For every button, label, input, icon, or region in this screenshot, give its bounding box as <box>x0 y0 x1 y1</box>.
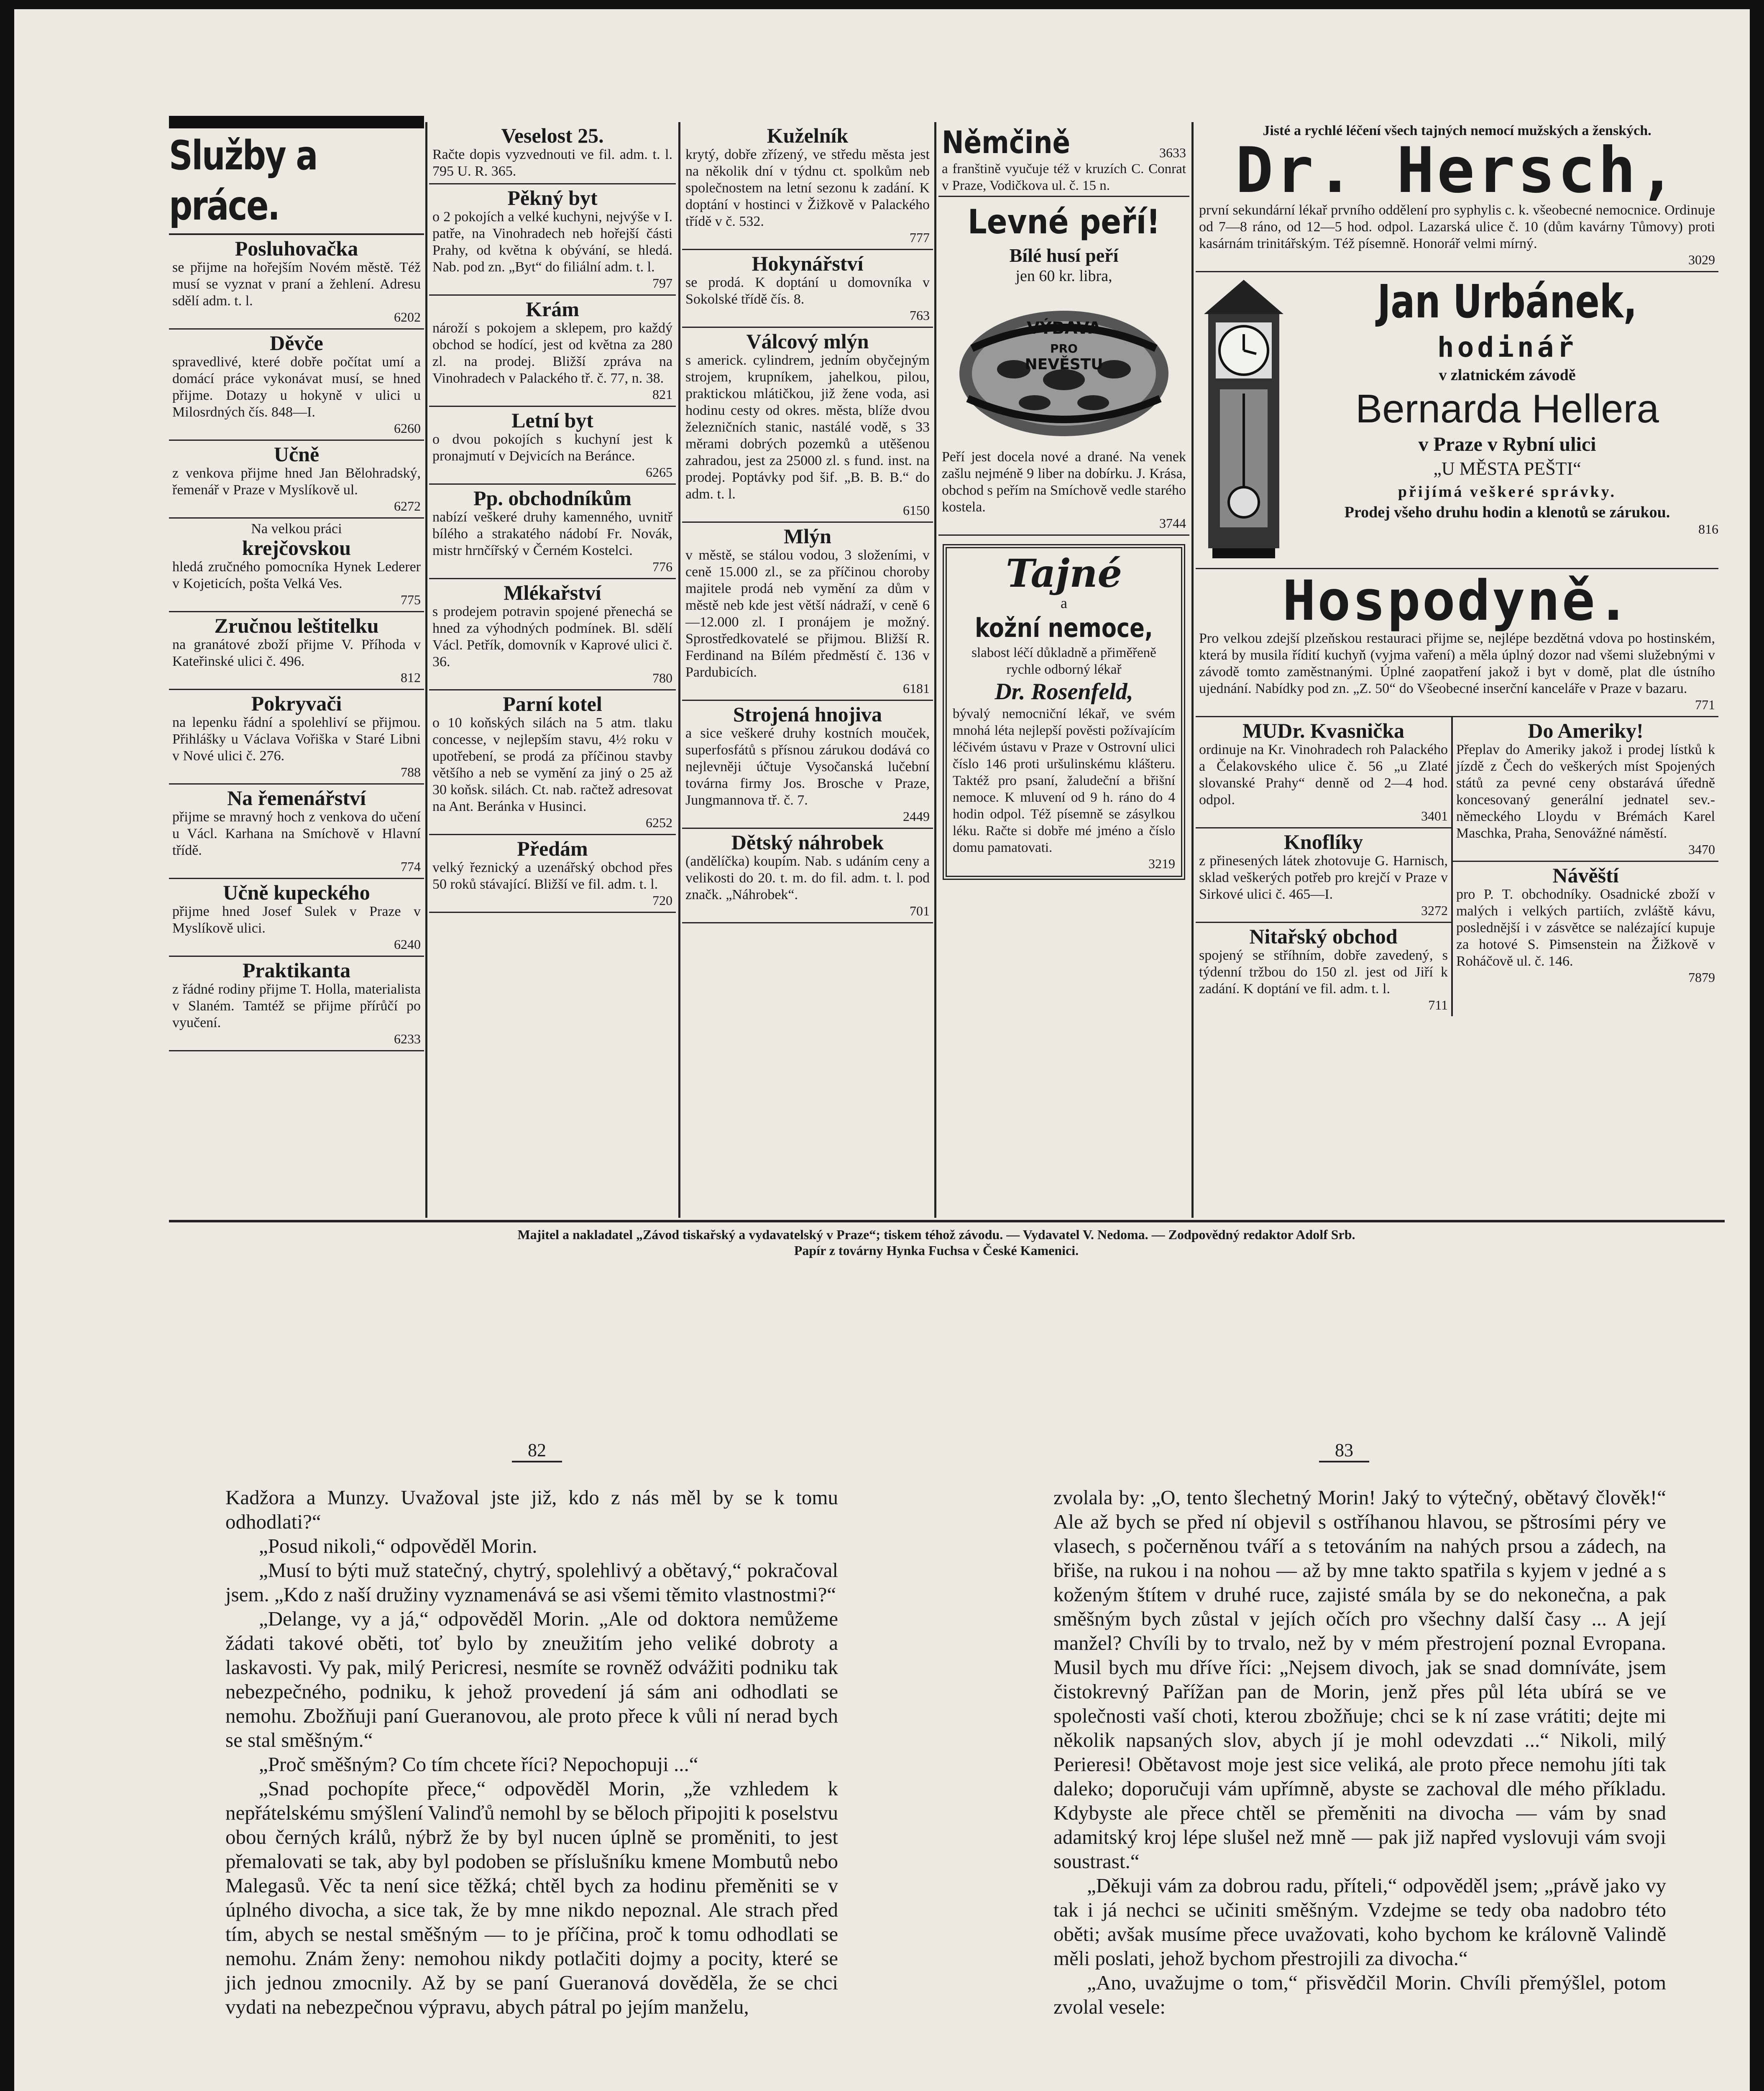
ad-number: 2449 <box>903 809 930 824</box>
imprint-line: Majitel a nakladatel „Závod tiskařský a vydavatelský v Praze“; tiskem téhož závodu. — Vydavatel V. Nedoma. — Zodpovědný redaktor Adolf Srb. <box>517 1227 1355 1242</box>
ad-number: 3470 <box>1688 842 1715 857</box>
ad-title: Děvče <box>270 331 323 355</box>
ad-number: 776 <box>652 559 672 574</box>
classified-ad <box>169 957 424 1051</box>
ad-intro: Jisté a rychlé léčení všech tajných nemocí mužských a ženských. <box>1263 123 1652 138</box>
ad-title: Parní kotel <box>503 692 602 716</box>
section-title: Služby a práce. <box>169 132 317 229</box>
ad-text: na lepenku řádní a spolehliví se přijmou. Přihlášky u Václava Vořiška v Staré Libni v Nové ulici č. 276. <box>172 715 421 764</box>
ad-urbanek <box>1196 272 1718 569</box>
ad-text: pro P. T. obchodníky. Osadnické zboží v malých i velkých partiích, zvláště kávu, poslednější i v zásvětce se nalézající kupuje za hotové S. Pimsenstein na Žižkově v Roháčově ul. č. 146. <box>1456 887 1715 969</box>
ad-number: 720 <box>652 893 672 908</box>
bag-label: NEVĚSTU <box>1025 356 1103 373</box>
ad-number: 797 <box>652 276 672 291</box>
classified-ad <box>169 879 424 957</box>
ad-number: 3744 <box>1159 516 1186 531</box>
ad-number: 7879 <box>1688 970 1715 985</box>
newspaper-sheet <box>14 9 1750 2091</box>
ad-title: Krám <box>526 297 579 321</box>
ad-title: Dr. Hersch, <box>1235 134 1679 207</box>
classified-ad <box>169 235 424 330</box>
bag-label: VÝBAVA <box>1027 319 1101 338</box>
ad-number: 6202 <box>394 309 421 325</box>
ad-doctor: Dr. Rosenfeld, <box>994 679 1133 705</box>
ad-text: Račte dopis vyzvednouti ve fil. adm. t. l. 795 U. R. 365. <box>432 147 672 179</box>
classified-ad <box>429 835 676 913</box>
classified-ad <box>429 407 676 485</box>
ad-connector: a <box>1061 595 1067 611</box>
ad-role: hodinář <box>1437 331 1577 363</box>
ad-repairs: přijímá veškeré správky. <box>1398 483 1617 501</box>
ad-subtitle: Bílé husí peří <box>1009 245 1119 266</box>
ad-text: z venkova přijme hned Jan Bělohradský, řemenář v Praze v Myslíkově ul. <box>172 465 421 498</box>
ad-number: 6260 <box>394 421 421 436</box>
ad-title: Pp. obchodníkům <box>473 486 631 510</box>
classified-ad <box>682 122 933 250</box>
ad-number: 771 <box>1695 697 1715 712</box>
ad-text: bývalý nemocniční lékař, ve svém mnohá léta nejlepší pověsti požívajícím léčivém ústavu v Praze v Ostrovní ulici číslo 146 proti uršulinskému klášteru. Taktéž pro psaní, žaludeční a břišní nemoce. K mluvení od 9 h. ráno do 4 hodin odpol. Též písemně se zásylkou léku. Račte si dobře mé jméno a číslo domu pamatovati. <box>953 706 1175 855</box>
ad-hospodyne <box>1196 569 1718 717</box>
ad-title: Hokynářství <box>752 252 864 275</box>
classified-ad <box>169 785 424 879</box>
paragraph: „Posud nikoli,“ odpověděl Morin. <box>259 1534 537 1557</box>
ad-title: Veselost 25. <box>501 124 604 147</box>
ad-number: 816 <box>1698 521 1718 537</box>
ad-title: Předám <box>517 837 588 860</box>
ad-number: 711 <box>1428 997 1448 1012</box>
column-1 <box>169 130 424 1205</box>
paragraph: „Ano, uvažujme o tom,“ přisvědčil Morin. Chvíli přemýšlel, potom zvolal vesele: <box>1053 1971 1666 2018</box>
ad-text: nároží s pokojem a sklepem, pro každý obchod se hodící, jest od května za 280 zl. na prodej. Bližší zpráva na Vinohradech v Palackého tř. č. 77, n. 38. <box>432 320 672 386</box>
bottom-rule <box>169 1220 1725 1222</box>
classified-ad <box>169 441 424 519</box>
ad-title: Pěkný byt <box>507 186 598 210</box>
classified-ad <box>682 829 933 923</box>
column-divider <box>1191 122 1194 1218</box>
classified-ad <box>429 579 676 690</box>
classified-ad <box>429 296 676 407</box>
ad-text: první sekundární lékař prvního oddělení pro syphylis c. k. všeobecné nemocnice. Ordinuje od 7—8 ráno, od 12—5 hod. odpol. Lazarská ulice č. 10 (dům kavárny Tůmovy) proti kasárnám trinitářským. Též písemně. Honorář velmi mírný. <box>1199 202 1715 251</box>
column-divider <box>678 122 680 1218</box>
ad-text: přijme se mravný hoch z venkova do učení u Václ. Karhana na Smíchově v Hlavní třídě. <box>172 809 421 858</box>
ad-pretitle: Na velkou práci <box>251 521 342 537</box>
ad-nemcine <box>938 122 1189 197</box>
ad-title: Válcový mlýn <box>746 330 869 353</box>
classified-ad <box>682 250 933 328</box>
bag-label: PRO <box>1050 342 1078 355</box>
ad-title: Mlékařství <box>504 581 601 604</box>
ad-text: slabost léčí důkladně a přiměřeně rychle odborný lékař <box>971 645 1156 677</box>
ad-text: z přinesených látek zhotovuje G. Harnisch, sklad veškerých potřeb pro krejčí v Praze v Sirkové ulici č. 465—I. <box>1199 853 1448 902</box>
ad-title: Levné peří! <box>967 202 1161 241</box>
ad-house: „U MĚSTA PEŠTI“ <box>1433 458 1581 479</box>
ad-hersch <box>1196 120 1718 272</box>
ad-text: o 10 koňských silách na 5 atm. tlaku concesse, v nejlepším stavu, 4½ roku v upotřebení, se prodá za příčinou stavby většího a neb se vymění za jiný o 25 až 30 koňsk. silách. Ct. nab. račtež adresovat na Ant. Beránka v Husinci. <box>432 715 672 814</box>
paragraph: „Musí to býti muž statečný, chytrý, spolehlivý a obětavý,“ pokračoval jsem. „Kdo z naší družiny vyznamenává se asi všemi těmito vlastnostmi?“ <box>225 1559 838 1606</box>
paragraph: zvolala by: „O, tento šlechetný Morin! Jaký to výtečný, obětavý člověk!“ Ale až bych se před ní objevil s ostříhanou hlavou, se pštrosími péry ve vlasech, s počerněnou tváří a s tetováním na nahých prsou a zádech, na břiše, na rukou i na nohou — až by mne takto spatřila s kyjem v jedné a s koženým štítem v druhé ruce, zajisté smála by se do nekonečna, a pak směšným bych zůstal v jejích očích pro všechny další časy ... A její manžel? Chvíli by to trvalo, než by v mém přestrojení poznal Evropana. Musil bych mu dříve říci: „Nejsem divoch, jak se snad domníváte, jsem čistokrevný Pařížan pan de Morin, jenž přes půl léta ubírá se ve společnosti vaší choti, kterou zbožňuje; chci se k ní zase vrátiti; dejte mi několik napsaných slov, abych jí je mohl odevzdati ...“ Nikoli, milý Perieresi! Obětavost moje jest sice veliká, ale proto přece nemohu jíti tak daleko; doporučuji vám upřímně, abyste se zachoval dle mého příkladu. Kdybyste ale přece chtěl se přeměniti na divocha — vám by snad adamitský kroj lépe slušel než mně — pak již napřed vyslovuji vám svoji soustrast.“ <box>1053 1486 1666 1873</box>
wall-clock-illustration <box>1200 276 1288 561</box>
ad-number: 6150 <box>903 503 930 518</box>
ad-address: v Praze v Rybní ulici <box>1418 433 1596 455</box>
ad-text: přijme hned Josef Sulek v Praze v Myslíkově ulici. <box>172 904 421 936</box>
page-number-right: 83 <box>1319 1439 1369 1462</box>
ad-number: 6181 <box>903 681 930 696</box>
classified-ad <box>682 523 933 701</box>
ad-text: krytý, dobře zřízený, ve středu města jest na několik dní v týdnu ct. spolkům neb společnostem na letní sezonu k zadání. K doptání v hostinci v Žižkově v Palackého třídě v č. 532. <box>685 147 930 229</box>
ad-text: a franštině vyučuje též v kruzích C. Conrat v Praze, Vodičkova ul. č. 15 n. <box>942 161 1186 193</box>
ad-number: 812 <box>401 670 421 685</box>
ad-text: se přijme na hořejším Novém městě. Též musí se vyznat v praní a žehlení. Adresu sdělí adm. t. l. <box>172 260 421 309</box>
ad-text: v městě, se stálou vodou, 3 složeními, v ceně 15.000 zl., se za příčinou choroby majitele prodá neb vymění za dům v městě neb kde jest větší nádraží, v ceně 6—12.000 zl. I pronájem je možný. Sprostředkovatelé se přijmou. Bližší R. Ferdinand na Bílém předměstí č. 136 v Pardubicích. <box>685 547 930 680</box>
ad-title: Tajné <box>1006 551 1122 596</box>
ad-text: spravedlivé, které dobře počítat umí a domácí práce vykonávat musí, se hned přijme. Dotazy u hokyně v ulici u Milosrdných čís. 848—I. <box>172 354 421 420</box>
ad-title: Němčině <box>942 125 1071 161</box>
ad-text: o dvou pokojích s kuchyní jest k pronajmutí v Dejvicích na Beránce. <box>432 432 672 464</box>
classified-ad <box>169 612 424 690</box>
classified-ad <box>682 328 933 523</box>
ad-title: Mlýn <box>784 524 831 548</box>
ad-title: Jan Urbánek, <box>1377 275 1637 328</box>
ad-text: velký řeznický a uzenářský obchod přes 50 roků stávající. Bližší ve fil. adm. t. l. <box>432 860 672 892</box>
column-3-ads <box>682 122 933 923</box>
ad-name: Bernarda Hellera <box>1355 386 1659 431</box>
ad-text: Přeplav do Ameriky jakož i prodej lístků k jízdě z Čech do veškerých míst Spojených států za pevné ceny obstarává úředně koncesovaný generální jednatel sev.-německého Lloydu v Brémách Karel Maschka, Praha, Senovážné náměstí. <box>1456 742 1715 841</box>
column-3 <box>682 122 933 1209</box>
column-divider <box>425 122 427 1218</box>
ad-text: na granátové zboží přijme V. Příhoda v Kateřinské ulici č. 496. <box>172 637 421 669</box>
classified-ad <box>169 519 424 612</box>
ad-number: 775 <box>401 592 421 607</box>
ad-title: Nitařský obchod <box>1249 925 1398 948</box>
ad-title: Dětský náhrobek <box>731 831 884 854</box>
ad-number: 6252 <box>646 815 672 830</box>
ad-peri <box>938 197 1189 536</box>
classified-ad <box>169 690 424 785</box>
ad-number: 788 <box>401 764 421 780</box>
ad-title: Učně kupeckého <box>223 881 370 904</box>
column-4 <box>938 122 1189 1209</box>
ad-title: Učně <box>274 442 320 466</box>
ad-tajne <box>943 544 1185 880</box>
imprint-line-2: Papír z továrny Hynka Fuchsa v České Kamenici. <box>794 1243 1079 1258</box>
ad-text: Pro velkou zdejší plzeňskou restauraci přijme se, nejlépe bezdětná vdova po hostinském, která by musila řídití kuchyň (vyjma vaření) a měla úplný dozor nad všemi služebnými v závodě tomto zaměstnanými. Úplné zaopatření jakož i byt v domě, plat dle ústního ujednání. Nabídky pod zn. „Z. 50“ do Všeobecné inserční kanceláře v Praze v bazaru. <box>1199 631 1715 696</box>
ad-text: se prodá. K doptání u domovníka v Sokolské třídě čís. 8. <box>685 275 930 307</box>
classified-ad <box>429 485 676 579</box>
ad-text: s prodejem potravin spojené přenechá se hned za výhodných podmínek. Bl. sdělí Václ. Petřík, domovník v Kaprové ulici č. 36. <box>432 604 672 670</box>
feather-bag-illustration <box>943 290 1185 445</box>
ad-title: Posluhovačka <box>235 237 358 260</box>
ad-amerika <box>1453 717 1718 862</box>
ad-title: Zručnou leštitelku <box>214 614 379 637</box>
ad-title: Knoflíky <box>1284 830 1363 854</box>
classified-ad <box>429 122 676 184</box>
ad-knofliky <box>1196 828 1451 923</box>
paragraph: „Snad pochopíte přece,“ odpověděl Morin, „že vzhledem k nepřátelskému smýšlení Valinďů nemohl by se běloch připojiti k poselstvu obou černých králů, nýbrž že by byl nucen úplně se proměniti, to jest přemalovati se tak, aby byl podoben se příslušníku kmene Mombutů nebo Malegasů. Věc ta není sice těžká; chtěl bych za hodinu přeměniti se v úplného divocha, a sice tak, že by mne nikdo nepoznal. Ale strach před tím, abych se nestal směšným — to je příčina, proč k tomu odhodlati se nemohu. Znám ženy: nemohou nikdy potlačiti dojmy a pocity, které se jich jednou zmocnily. Až by se paní Gueranová dověděla, že se chci vydati na nebezpečnou výpravu, abych pátral po jejím manželu, <box>225 1777 838 2018</box>
ad-number: 6265 <box>646 465 672 480</box>
ad-number: 3219 <box>1148 856 1175 871</box>
classified-ad <box>169 330 424 441</box>
ad-title: Do Ameriky! <box>1528 719 1644 742</box>
top-rule <box>169 116 424 128</box>
ad-price: jen 60 kr. libra, <box>1015 267 1112 285</box>
ad-sales: Prodej všeho druhu hodin a klenotů se zárukou. <box>1344 504 1670 521</box>
page-text-right <box>1053 1485 1666 2091</box>
ad-title: Návěští <box>1552 864 1619 887</box>
ad-number: 6240 <box>394 937 421 952</box>
ad-navesti <box>1453 862 1718 989</box>
ad-text: nabízí veškeré druhy kamenného, uvnitř bílého a strakatého nádobí Fr. Novák, mistr hrnčířský v Černém Kostelci. <box>432 509 672 558</box>
ad-number: 3029 <box>1688 252 1715 267</box>
ad-title: Hospodyně. <box>1282 569 1632 633</box>
ad-line: v zlatnickém závodě <box>1439 366 1576 384</box>
ad-title: Praktikanta <box>242 959 351 982</box>
paragraph: „Proč směšným? Co tím chcete říci? Nepochopuji ...“ <box>259 1753 698 1776</box>
ad-number: 763 <box>910 308 930 323</box>
ad-text: a sice veškeré druhy kostních mouček, superfosfátů s přísnou zárukou dodává co nejlevněji účtuje Vysočanská lučební továrna firmy Jos. Brosche v Praze, Jungmannova tř. č. 7. <box>685 726 930 808</box>
page-number-left: 82 <box>512 1439 562 1462</box>
ad-text: z řádné rodiny přijme T. Holla, materialista v Slaném. Tamtéž se přijme přírůčí po vyučení. <box>172 982 421 1030</box>
ad-text: (andělíčka) koupím. Nab. s udáním ceny a velikosti do 20. t. m. do fil. adm. t. l. pod značk. „Náhrobek“. <box>685 854 930 902</box>
column-5 <box>1196 120 1718 1216</box>
page-text-left <box>225 1485 838 2091</box>
ad-number: 3633 <box>1159 145 1186 160</box>
ad-number: 6233 <box>394 1031 421 1046</box>
ad-title: Na řemenářství <box>227 786 366 810</box>
classified-ad <box>682 701 933 829</box>
column-2 <box>429 122 676 1209</box>
ad-number: 780 <box>652 670 672 685</box>
ad-title-2: kožní nemoce, <box>975 613 1153 643</box>
ad-number: 3272 <box>1421 903 1448 918</box>
classified-ad <box>429 690 676 835</box>
classified-ad <box>429 184 676 296</box>
ad-number: 821 <box>652 387 672 402</box>
ad-number: 6272 <box>394 498 421 514</box>
column-1-ads <box>169 235 424 1051</box>
ad-title: krejčovskou <box>242 536 351 560</box>
ad-number: 774 <box>401 859 421 874</box>
ad-text: Peří jest docela nové a drané. Na venek zašlu nejméně 9 liber na dobírku. J. Krása, obchod s peřím na Smíchově vedle starého kostela. <box>942 449 1186 515</box>
paragraph: „Děkuji vám za dobrou radu, příteli,“ odpověděl jsem; „právě jako vy tak i já nechci se učiniti směšným. Vzdejme se tedy oba nadobro této oběti; avšak musíme přece uvažovati, koho bychom ke královně Valindě měli poslati, jehož bychom přestrojili za divocha.“ <box>1053 1874 1666 1970</box>
ad-kvasnicka <box>1196 717 1451 828</box>
ad-text: spojený se stříhním, dobře zavedený, s týdenní tržbou do 150 zl. jest od Jiří k zadání. K doptání ve fil. adm. t. l. <box>1199 948 1448 997</box>
ad-text: s americk. cylindrem, jedním obyčejným strojem, krupníkem, jahelkou, pilou, praktickou mlátičkou, již žene voda, asi hodinu cesty od okres. města, blíže dvou železničních stanic, nastálé vodě, s 33 měrami dobrých pozemků a utěšenou zahradou, jest za 25000 zl. s fund. inst. na prodej. Poptávky pod šif. „B. B. B.“ do adm. t. l. <box>685 353 930 502</box>
ad-title: MUDr. Kvasnička <box>1242 719 1405 742</box>
paragraph: „Delange, vy a já,“ odpověděl Morin. „Ale od doktora nemůžeme žádati takové oběti, toť bylo by zneužitím jeho veliké dobroty a laskavosti. Vy pak, milý Pericresi, nesmíte se rovněž odvážiti podniku tak nebezpečného, podniku, k jehož provedení já sám ani odhodlati se nemohu. Zbožňuji paní Gueranovou, ale proto přece k vůli ní nerad bych se stal směšným.“ <box>225 1607 838 1751</box>
ad-title: Pokryvači <box>251 692 342 715</box>
ad-text: hledá zručného pomocníka Hynek Lederer v Kojeticích, pošta Velká Ves. <box>172 559 421 591</box>
column-divider <box>934 122 936 1218</box>
ad-number: 3401 <box>1421 808 1448 823</box>
ad-title: Letní byt <box>511 409 593 432</box>
ad-text: ordinuje na Kr. Vinohradech roh Palackého a Čelakovského ulice č. 56 „u Zlaté slovanské Prahy“ denně od 2—4 hod. odpol. <box>1199 742 1448 808</box>
ad-title: Strojená hnojiva <box>733 703 882 726</box>
ad-number: 701 <box>910 903 930 918</box>
ad-number: 777 <box>910 230 930 245</box>
column-2-ads <box>429 122 676 913</box>
ad-nitarsky <box>1196 923 1451 1016</box>
ad-text: o 2 pokojích a velké kuchyni, nejvýše v I. patře, na Vinohradech neb hořejší části Prahy, od května k obývání, se hledá. Nab. pod zn. „Byt“ do filiální adm. t. l. <box>432 209 672 275</box>
paragraph: Kadžora a Munzy. Uvažoval jste již, kdo z nás měl by se k tomu odhodlati?“ <box>225 1486 838 1533</box>
ad-title: Kuželník <box>767 124 849 147</box>
